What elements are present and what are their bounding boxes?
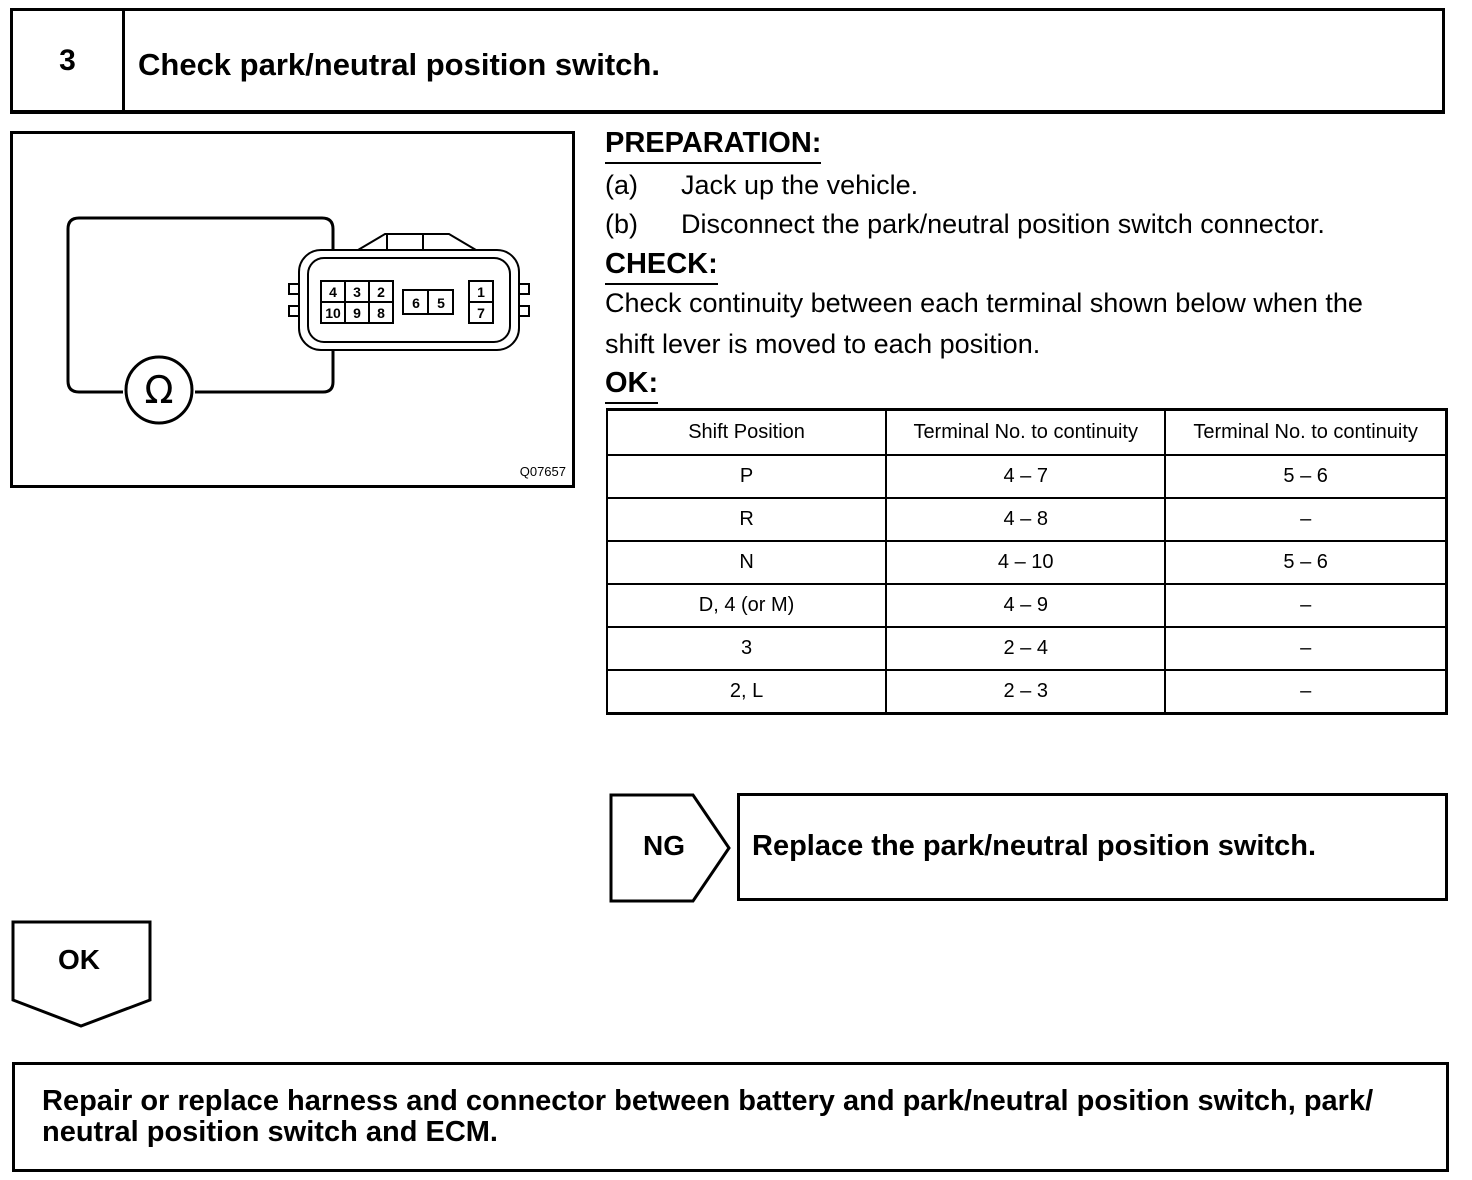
- table-cell: 2 – 3: [886, 670, 1165, 714]
- table-cell: D, 4 (or M): [607, 584, 886, 627]
- continuity-table: [606, 408, 1448, 715]
- table-cell: 3: [607, 627, 886, 670]
- table-cell: 2, L: [607, 670, 886, 714]
- table-row: [607, 627, 1447, 670]
- ng-action-text: Replace the park/neutral position switch.: [752, 830, 1317, 862]
- table-cell: 4 – 7: [886, 455, 1165, 498]
- table-cell: 4 – 8: [886, 498, 1165, 541]
- table-row: [607, 584, 1447, 627]
- ohmmeter-icon: [126, 357, 192, 423]
- terminal-label: 4: [329, 284, 337, 300]
- item-text: Jack up the vehicle.: [681, 170, 919, 200]
- table-cell: –: [1165, 670, 1446, 714]
- table-row: [607, 541, 1447, 584]
- table-cell: N: [607, 541, 886, 584]
- check-heading: CHECK:: [605, 248, 718, 285]
- table-cell: R: [607, 498, 886, 541]
- preparation-item: [605, 170, 918, 201]
- terminal-label: 5: [437, 295, 445, 311]
- terminal-label: 8: [377, 305, 385, 321]
- connector-icon: [289, 234, 529, 350]
- table-row: [607, 670, 1447, 714]
- preparation-heading: PREPARATION:: [605, 127, 821, 164]
- table-row: [607, 455, 1447, 498]
- ohm-symbol: Ω: [144, 368, 174, 412]
- table-cell: 4 – 10: [886, 541, 1165, 584]
- table-cell: –: [1165, 498, 1446, 541]
- table-cell: –: [1165, 584, 1446, 627]
- table-cell: –: [1165, 627, 1446, 670]
- terminal-label: 2: [377, 284, 385, 300]
- terminal-label: 9: [353, 305, 361, 321]
- column-header: Terminal No. to continuity: [1165, 410, 1446, 456]
- check-text-line: Check continuity between each terminal shown below when the: [605, 288, 1363, 318]
- item-text: Disconnect the park/neutral position switch connector.: [681, 209, 1325, 239]
- ok-label: OK: [58, 944, 100, 975]
- item-tag: (a): [605, 170, 638, 200]
- table-cell: 5 – 6: [1165, 541, 1446, 584]
- step-title: Check park/neutral position switch.: [138, 47, 660, 82]
- figure-code: Q07657: [519, 464, 566, 479]
- ohmmeter-connector-diagram: [13, 134, 572, 485]
- final-action-text: Repair or replace harness and connector between battery and park/neutral position switch, park/ neutral position switch and ECM.: [42, 1085, 1374, 1148]
- terminal-label: 7: [477, 305, 485, 321]
- step-number: 3: [13, 11, 125, 110]
- step-header: [10, 8, 1445, 114]
- table-cell: 2 – 4: [886, 627, 1165, 670]
- ok-spec-heading: OK:: [605, 367, 658, 404]
- terminal-label: 6: [412, 295, 420, 311]
- table-header-row: [607, 410, 1447, 456]
- terminal-label: 3: [353, 284, 361, 300]
- check-text-line: shift lever is moved to each position.: [605, 329, 1041, 359]
- table-cell: 5 – 6: [1165, 455, 1446, 498]
- terminal-label: 10: [325, 305, 341, 321]
- table-cell: P: [607, 455, 886, 498]
- connector-figure: [10, 131, 575, 488]
- item-tag: (b): [605, 209, 638, 239]
- table-row: [607, 498, 1447, 541]
- ng-label: NG: [643, 830, 685, 861]
- column-header: Shift Position: [607, 410, 886, 456]
- table-cell: 4 – 9: [886, 584, 1165, 627]
- terminal-label: 1: [477, 284, 485, 300]
- preparation-item: [605, 209, 1325, 240]
- column-header: Terminal No. to continuity: [886, 410, 1165, 456]
